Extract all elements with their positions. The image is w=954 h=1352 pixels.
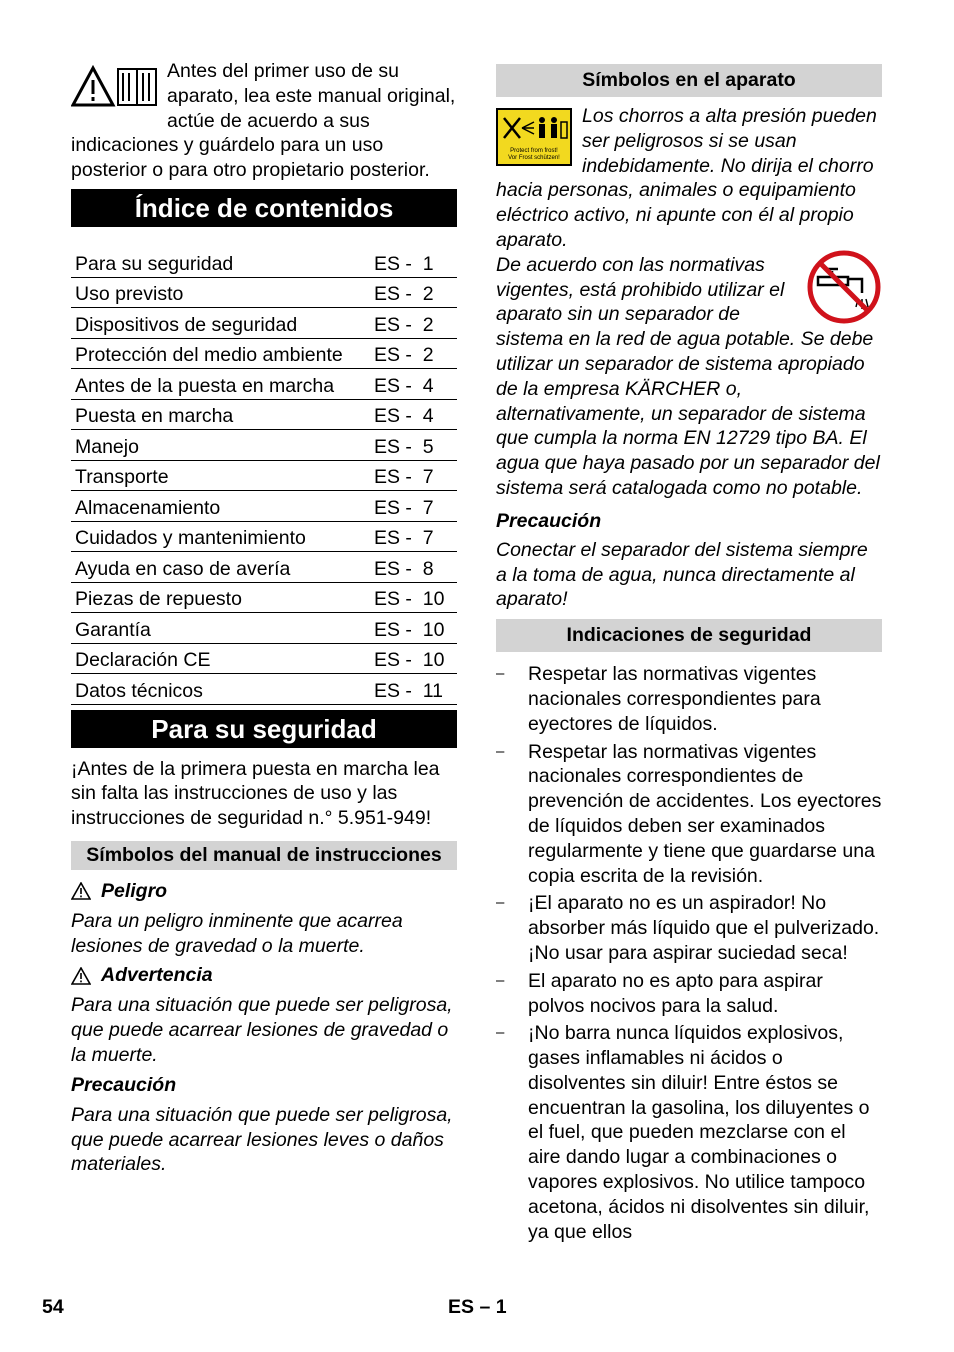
safety-indication-item: – Respetar las normativas vigentes nacionales correspondientes para eyectores de líquidos. — [496, 662, 882, 736]
no-faucet-icon — [806, 249, 882, 325]
frost-label-line2: Vor Frost schützen! — [508, 155, 560, 161]
footer-lang: ES — [448, 1296, 475, 1318]
toc-entry-label: Transporte — [71, 460, 374, 491]
footer-local-page: 1 — [495, 1296, 507, 1318]
toc-entry-page: ES - 5 — [374, 430, 457, 461]
peligro-heading — [71, 879, 457, 904]
toc-entry-label: Antes de la puesta en marcha — [71, 369, 374, 400]
safety-indication-item: – ¡No barra nunca líquidos explosivos, gases inflamables ni ácidos o disolventes sin diluir! Entre éstos se encuentran la gasolina, los diluyentes o el fuel, que pueden mezclarse con el aire dando lugar a combinaciones o vapores explosivos. No utilice tampoco acetona, ácidos ni disolventes sin diluir, ya que ellos — [496, 1021, 882, 1244]
intro-icons — [71, 65, 159, 109]
toc-entry-label: Uso previsto — [71, 277, 374, 308]
safety-indication-item: – ¡El aparato no es un aspirador! No absorber más líquido que el pulverizado. ¡No usar para aspirar suciedad seca! — [496, 891, 882, 965]
left-column — [71, 189, 457, 1177]
toc-row[interactable] — [71, 338, 457, 369]
symbols-manual-heading: Símbolos del manual de instrucciones — [71, 841, 457, 870]
toc-row[interactable] — [71, 399, 457, 430]
toc-entry-page: ES - 10 — [374, 643, 457, 674]
footer-section — [448, 1296, 507, 1319]
safety-indications-list — [496, 662, 882, 1244]
intro-block — [71, 59, 457, 183]
safety-indications-heading: Indicaciones de seguridad — [496, 619, 882, 652]
separator-block — [496, 253, 882, 501]
toc-row[interactable] — [71, 460, 457, 491]
separator-text: De acuerdo con las normativas vigentes, está prohibido utilizar el aparato sin un separador de sistema en la red de agua potable. Se debe utilizar un separador de sistema apropiado de la empresa KÄRCHER o, alternativamente, un separador de sistema que cumpla la norma EN 12729 tipo BA. El agua que haya pasado por un separador del sistema será catalogada como no potable. — [496, 253, 880, 499]
toc-row[interactable] — [71, 582, 457, 613]
toc-row[interactable] — [71, 247, 457, 277]
peligro-label: Peligro — [101, 879, 168, 902]
toc-entry-page: ES - 7 — [374, 491, 457, 522]
precaucion-text: Para una situación que puede ser peligrosa, que puede acarrear lesiones leves o daños materiales. — [71, 1103, 453, 1176]
toc-row[interactable] — [71, 674, 457, 705]
toc-entry-page: ES - 8 — [374, 552, 457, 583]
toc-entry-page: ES - 7 — [374, 460, 457, 491]
toc-entry-label: Manejo — [71, 430, 374, 461]
toc-entry-page: ES - 2 — [374, 277, 457, 308]
device-precaucion-heading: Precaución — [496, 509, 602, 532]
device-symbols-heading: Símbolos en el aparato — [496, 64, 882, 97]
toc-row[interactable] — [71, 643, 457, 674]
safety-title: Para su seguridad — [71, 710, 457, 748]
toc-entry-page: ES - 10 — [374, 613, 457, 644]
toc-table — [71, 247, 457, 705]
toc-entry-page: ES - 2 — [374, 338, 457, 369]
toc-row[interactable] — [71, 521, 457, 552]
device-precaucion-text: Conectar el separador del sistema siempre a la toma de agua, nunca directamente al aparato! — [496, 538, 868, 611]
jets-text: Los chorros a alta presión pueden ser peligrosos si se usan indebidamente. No dirija el chorro hacia personas, animales o equipamiento eléctrico activo, ni apunte con él al propio aparato. — [496, 105, 877, 251]
toc-entry-label: Protección del medio ambiente — [71, 338, 374, 369]
toc-entry-label: Puesta en marcha — [71, 399, 374, 430]
toc-entry-label: Ayuda en caso de avería — [71, 552, 374, 583]
toc-row[interactable] — [71, 308, 457, 339]
toc-row[interactable] — [71, 552, 457, 583]
precaucion-heading: Precaución — [71, 1073, 177, 1096]
toc-entry-page: ES - 11 — [374, 674, 457, 705]
warning-triangle-icon — [71, 882, 91, 900]
warning-manual-icon — [71, 65, 159, 109]
toc-entry-label: Datos técnicos — [71, 674, 374, 705]
footer-dash: – — [479, 1296, 491, 1318]
safety-indication-item: – Respetar las normativas vigentes nacionales correspondientes de prevención de accidentes. Los eyectores de líquidos deben ser examinados regularmente y tiene que guardarse una copia escrita de la revisión. — [496, 740, 882, 889]
toc-entry-label: Dispositivos de seguridad — [71, 308, 374, 339]
toc-entry-page: ES - 4 — [374, 399, 457, 430]
toc-entry-page: ES - 2 — [374, 308, 457, 339]
high-pressure-warning-icon — [498, 112, 570, 148]
frost-label-icon — [496, 108, 572, 166]
toc-row[interactable] — [71, 369, 457, 400]
toc-entry-label: Garantía — [71, 613, 374, 644]
toc-entry-page: ES - 10 — [374, 582, 457, 613]
toc-title: Índice de contenidos — [71, 189, 457, 227]
peligro-text: Para un peligro inminente que acarrea lesiones de gravedad o la muerte. — [71, 909, 403, 957]
advertencia-heading — [71, 963, 457, 988]
warning-triangle-icon — [71, 967, 91, 985]
toc-entry-label: Cuidados y mantenimiento — [71, 521, 374, 552]
advertencia-label: Advertencia — [101, 964, 213, 987]
advertencia-text: Para una situación que puede ser peligrosa, que puede acarrear lesiones de gravedad o la muerte. — [71, 994, 453, 1067]
toc-entry-page: ES - 4 — [374, 369, 457, 400]
toc-row[interactable] — [71, 491, 457, 522]
toc-row[interactable] — [71, 277, 457, 308]
toc-entry-page: ES - 7 — [374, 521, 457, 552]
frost-label-line1: Protect from frost! — [510, 148, 558, 154]
safety-indication-item: – El aparato no es apto para aspirar polvos nocivos para la salud. — [496, 969, 882, 1019]
no-drinking-water-icon — [806, 249, 882, 325]
toc-row[interactable] — [71, 430, 457, 461]
page-number: 54 — [42, 1296, 64, 1318]
toc-row[interactable] — [71, 613, 457, 644]
jets-block — [496, 104, 882, 253]
toc-entry-label: Para su seguridad — [71, 247, 374, 277]
toc-entry-page: ES - 1 — [374, 247, 457, 277]
toc-entry-label: Piezas de repuesto — [71, 582, 374, 613]
toc-entry-label: Declaración CE — [71, 643, 374, 674]
right-column — [496, 64, 882, 1247]
safety-intro: ¡Antes de la primera puesta en marcha lea sin falta las instrucciones de uso y las instrucciones de seguridad n.° 5.951-949! — [71, 757, 440, 830]
toc-entry-label: Almacenamiento — [71, 491, 374, 522]
intro-text: Antes del primer uso de su aparato, lea este manual original, actúe de acuerdo a sus indicaciones y guárdelo para un uso posterior o para otro propietario posterior. — [71, 60, 456, 182]
